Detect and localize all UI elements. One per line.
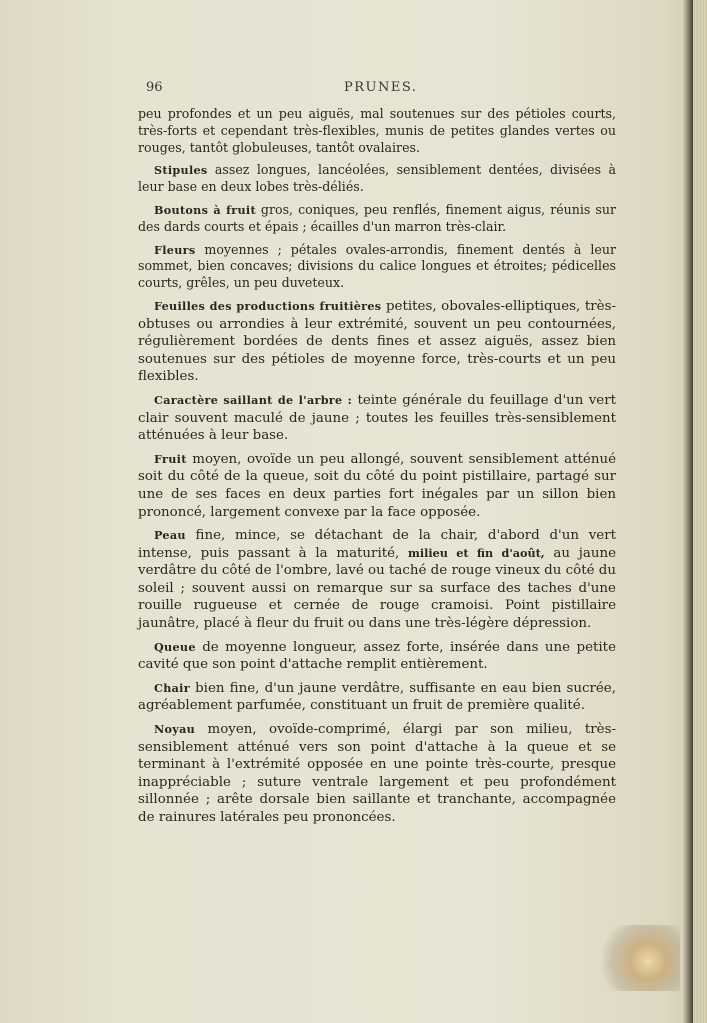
paragraph-text: de moyenne longueur, assez forte, insérée dans une petite cavité que son point d'attache remplit entièrement. — [138, 639, 616, 673]
paragraph-noyau — [138, 721, 616, 827]
paragraph-stipules — [138, 162, 616, 196]
running-title: PRUNES. — [344, 80, 418, 95]
paragraph-text: au jaune verdâtre du côté de l'ombre, lavé ou taché de rouge vineux du côté du soleil ; souvent aussi on remarque sur sa surface des taches d'une rouille rugueuse et cernée de rouge cramoisi. Point pistillaire jaunâtre, placé à fleur du fruit ou dans une très-légère dépression. — [138, 545, 617, 632]
paragraph-queue — [138, 639, 616, 674]
corner-light-spot — [600, 925, 680, 991]
paragraph-peau — [138, 527, 616, 633]
page-header — [146, 80, 616, 98]
page-body — [138, 106, 616, 829]
paragraph-lead: Feuilles des productions fruitières — [154, 298, 382, 313]
paragraph-text: moyen, ovoïde-comprimé, élargi par son milieu, très-sensiblement atténué vers son point d'attache à la queue et se terminant à l'extrémité opposée en une pointe très-courte, presque inappréciable ; suture ventrale largement et peu profondément sillonnée ; arête dorsale bien saillante et tranchante, accompagnée de rainures latérales peu prononcées. — [138, 722, 616, 825]
paragraph-lead: Boutons à fruit — [154, 202, 256, 217]
paragraph-fruit — [138, 451, 616, 521]
spine-shadow — [683, 0, 693, 1023]
paragraph-lead: Caractère saillant de l'arbre : — [154, 392, 353, 407]
paragraph-lead: Peau — [154, 528, 186, 543]
paragraph-emphasis: milieu et fin d'août, — [408, 545, 545, 560]
paragraph-text: bien fine, d'un jaune verdâtre, suffisante en eau bien sucrée, agréablement parfumée, constituant un fruit de première qualité. — [138, 680, 616, 714]
paragraph-continuation — [138, 106, 616, 156]
paragraph-text: petites, obovales-elliptiques, très-obtuses ou arrondies à leur extrémité, souvent un peu contournées, régulièrement bordées de dents fines et assez aiguës, assez bien soutenues sur des pétioles de moyenne force, très-courts et un peu flexibles. — [138, 298, 616, 385]
paragraph-lead: Fleurs — [154, 242, 196, 257]
paragraph-text: moyen, ovoïde un peu allongé, souvent sensiblement atténué soit du côté de la queue, soit du côté du point pistillaire, partagé sur une de ses faces en deux parties fort inégales par un sillon bien prononcé, largement convexe par la face opposée. — [138, 451, 616, 520]
page-edge — [693, 0, 707, 1023]
paragraph-lead: Queue — [154, 639, 196, 654]
paragraph-text: gros, coniques, peu renflés, finement aigus, réunis sur des dards courts et épais ; écailles d'un marron très-clair. — [138, 201, 616, 234]
paragraph-caractere — [138, 392, 616, 445]
paragraph-lead: Chair — [154, 680, 190, 695]
paragraph-chair — [138, 680, 616, 715]
paragraph-lead: Fruit — [154, 451, 187, 466]
paragraph-text: fine, mince, se détachant de la chair, d'abord d'un vert intense, puis passant à la maturité, — [138, 528, 616, 561]
paragraph-text: moyennes ; pétales ovales-arrondis, finement dentés à leur sommet, bien concaves; divisions du calice longues et étroites; pédicelles courts, grêles, un peu duveteux. — [138, 241, 616, 291]
paragraph-lead: Stipules — [154, 163, 208, 178]
paragraph-lead: Noyau — [154, 722, 196, 737]
page-number: 96 — [146, 80, 163, 95]
paragraph-text: peu profondes et un peu aiguës, mal soutenues sur des pétioles courts, très-forts et cependant très-flexibles, munis de petites glandes vertes ou rouges, tantôt globuleuses, tantôt ovalaires. — [138, 106, 616, 155]
paragraph-feuilles — [138, 298, 616, 386]
paragraph-fleurs — [138, 242, 616, 292]
paragraph-text: assez longues, lancéolées, sensiblement dentées, divisées à leur base en deux lobes très-déliés. — [138, 162, 616, 195]
paragraph-text: teinte générale du feuillage d'un vert clair souvent maculé de jaune ; toutes les feuilles très-sensiblement atténuées à leur base. — [138, 392, 617, 444]
paragraph-boutons — [138, 202, 616, 236]
